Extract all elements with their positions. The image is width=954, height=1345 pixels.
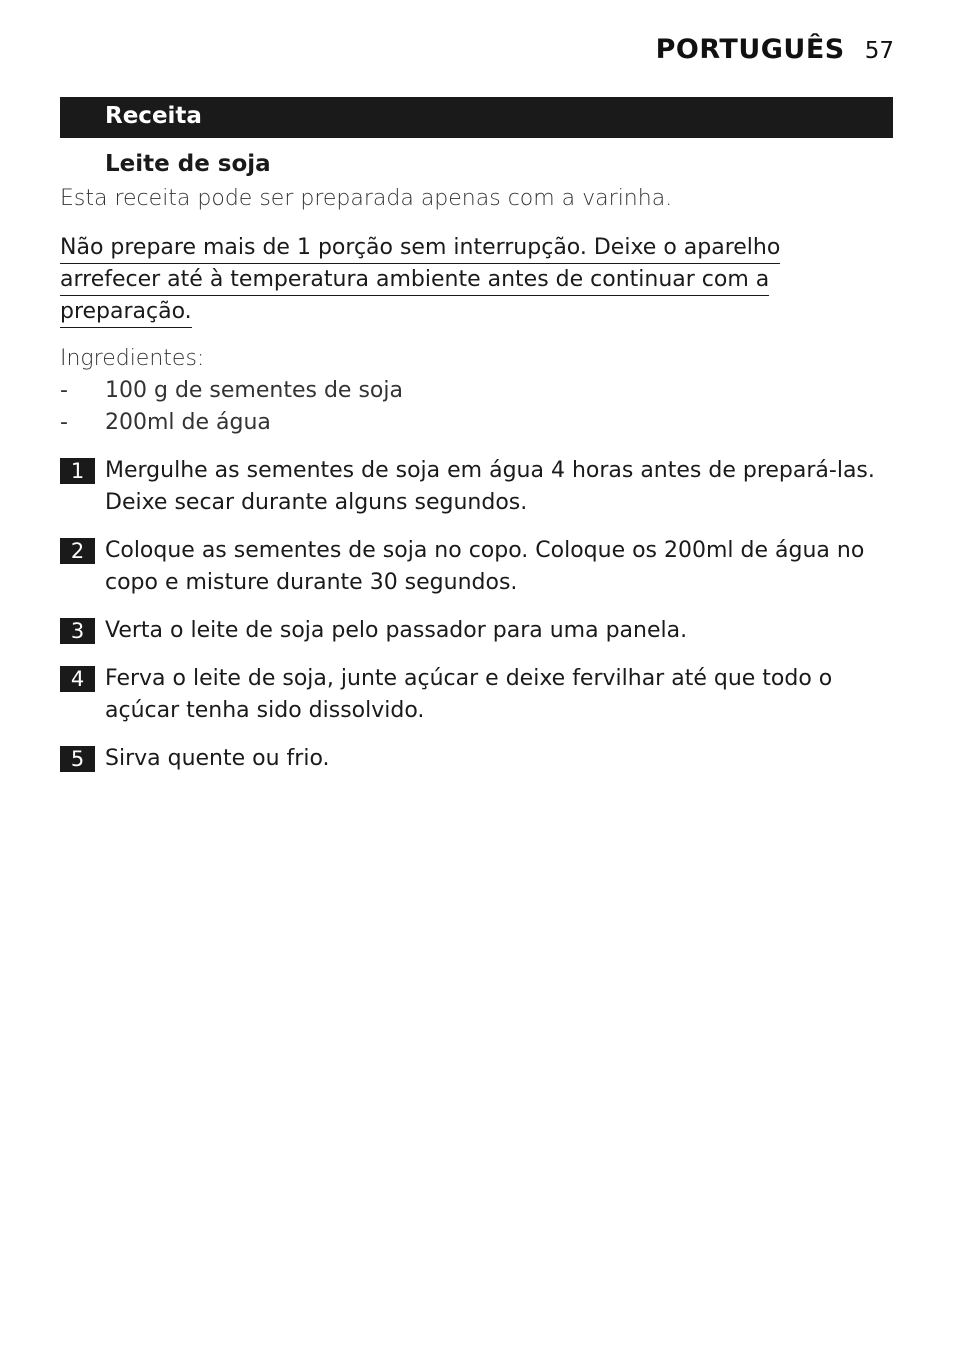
section-bar: [60, 97, 893, 138]
ingredient-item: [60, 375, 893, 407]
warning-notice: [60, 232, 893, 328]
step-item: [60, 743, 893, 775]
step-text: Verta o leite de soja pelo passador para uma panela.: [105, 618, 688, 643]
page-header: [656, 34, 894, 65]
step-number-badge: 4: [60, 666, 95, 692]
step-number-badge: 1: [60, 458, 95, 484]
ingredient-text: 100 g de sementes de soja: [105, 378, 403, 403]
steps-list: [60, 455, 893, 791]
step-text: Ferva o leite de soja, junte açúcar e deixe fervilhar até que todo o açúcar tenha sido dissolvido.: [105, 666, 833, 723]
ingredients-label: Ingredientes:: [60, 346, 205, 371]
language-title: PORTUGUÊS: [655, 34, 845, 65]
step-item: [60, 663, 893, 727]
step-text: Sirva quente ou frio.: [105, 746, 330, 771]
recipe-intro: Esta receita pode ser preparada apenas com a varinha.: [60, 186, 673, 211]
step-number-badge: 3: [60, 618, 95, 644]
list-dash: -: [60, 410, 68, 435]
warning-line: arrefecer até à temperatura ambiente antes de continuar com a: [60, 264, 769, 296]
step-number-badge: 5: [60, 746, 95, 772]
step-item: [60, 615, 893, 647]
warning-line: preparação.: [60, 296, 192, 328]
list-dash: -: [60, 378, 68, 403]
step-text: Mergulhe as sementes de soja em água 4 horas antes de prepará-las. Deixe secar durante alguns segundos.: [105, 458, 875, 515]
ingredients-section: [60, 343, 893, 439]
step-number-badge: 2: [60, 538, 95, 564]
ingredient-text: 200ml de água: [105, 410, 271, 435]
section-title: Receita: [105, 103, 202, 129]
warning-line: Não prepare mais de 1 porção sem interrupção. Deixe o aparelho: [60, 232, 780, 264]
step-item: [60, 535, 893, 599]
page-number: 57: [864, 38, 894, 64]
recipe-title: Leite de soja: [105, 151, 271, 177]
step-text: Coloque as sementes de soja no copo. Coloque os 200ml de água no copo e misture durante 30 segundos.: [105, 538, 865, 595]
step-item: [60, 455, 893, 519]
ingredient-item: [60, 407, 893, 439]
